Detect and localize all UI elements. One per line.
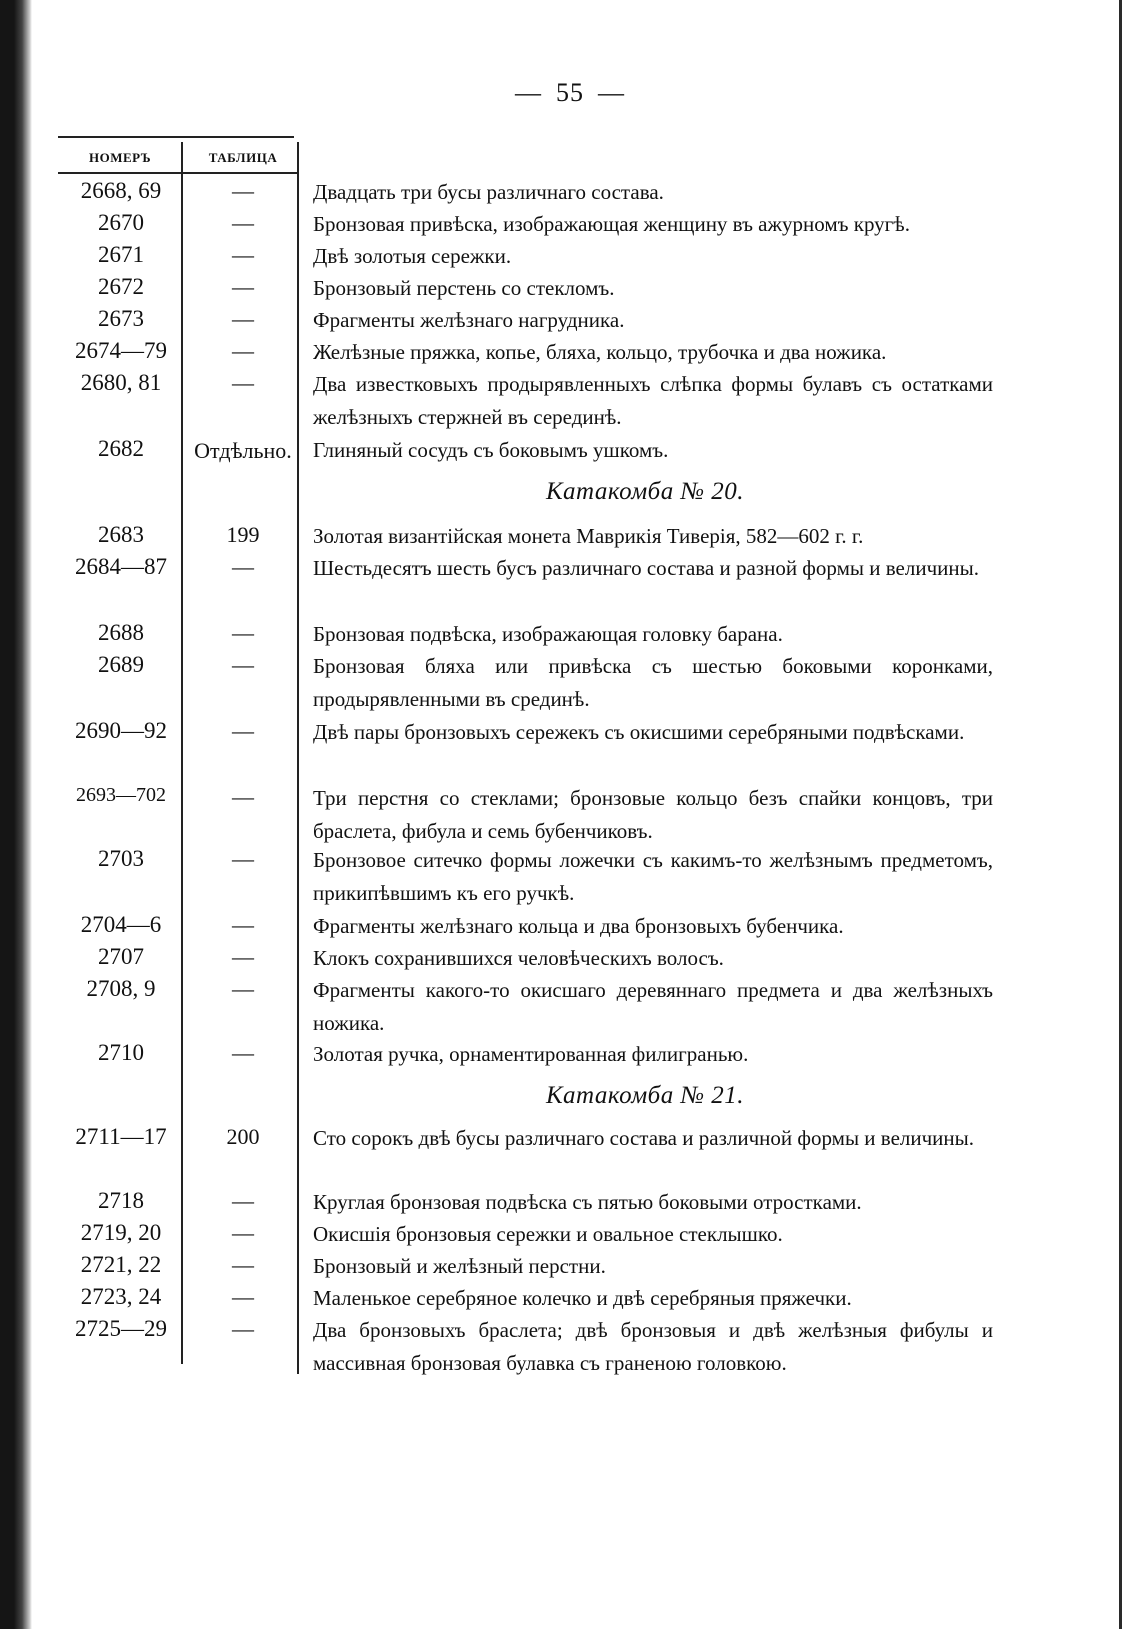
entry-number: 2689 [98,652,144,677]
entry-description: Бронзовое ситечко формы ложечки съ какимъ-то желѣзнымъ предметомъ, прикипѣвшимъ къ его ручкѣ. [313,848,993,905]
entry-description: Шестьдесятъ шесть бусъ различнаго состава и разной формы и величины. [313,556,979,580]
entry-table: — [232,620,254,645]
entry-table: — [232,1284,254,1309]
entry-description: Желѣзные пряжка, копье, бляха, кольцо, трубочка и два ножика. [313,340,887,364]
entry-number: 2684—87 [75,554,167,579]
entry-number: 2674—79 [75,338,167,363]
entry-table: — [232,1188,254,1213]
entry-description: Двадцать три бусы различнаго состава. [313,180,664,204]
folio-dash-left: — [515,78,542,107]
entry-description: Двѣ золотыя сережки. [313,244,512,268]
entry-number: 2680, 81 [80,370,162,395]
entry-table: — [232,178,254,203]
header-table: ТАБЛИЦА [208,150,278,165]
entry-description: Глиняный сосудъ съ боковымъ ушкомъ. [313,438,669,462]
entry-table: — [232,784,254,809]
scan-right-edge [1119,0,1122,1629]
entry-table: — [232,274,254,299]
entry-description: Маленькое серебряное колечко и двѣ серебряныя пряжечки. [313,1286,852,1310]
entry-table: — [232,1252,254,1277]
entry-description: Бронзовая бляха или привѣска съ шестью боковыми коронками, продырявленными въ срединѣ. [313,654,993,711]
entry-number: 2704—6 [80,912,162,937]
entry-number: 2723, 24 [80,1284,162,1309]
entry-description: Круглая бронзовая подвѣска съ пятью боковыми отростками. [313,1190,862,1214]
entry-table: — [232,306,254,331]
entry-number: 2668, 69 [80,178,162,203]
entry-number: 2673 [98,306,144,331]
entry-table: — [232,846,254,871]
entry-number: 2721, 22 [80,1252,162,1277]
entry-number: 2690—92 [75,718,167,743]
entry-number: 2708, 9 [86,976,156,1001]
folio-dash-right: — [598,78,625,107]
entry-table: — [232,338,254,363]
entry-table: — [232,242,254,267]
entry-description: Два известковыхъ продырявленныхъ слѣпка формы булавъ съ остатками желѣзныхъ стержней въ серединѣ. [313,372,993,429]
entry-description: Фрагменты желѣзнаго кольца и два бронзовыхъ бубенчика. [313,914,844,938]
entry-table: — [232,370,254,395]
page-number [0,78,1140,108]
entry-number: 2670 [98,210,144,235]
entry-table: — [232,1040,254,1065]
header-bottom-rule [58,172,298,174]
entry-description: Бронзовый и желѣзный перстни. [313,1254,606,1278]
entry-description: Три перстня со стеклами; бронзовые кольцо безъ спайки концовъ, три браслета, фибула и семь бубенчиковъ. [313,786,993,843]
entry-number: 2671 [98,242,144,267]
entry-description: Клокъ сохранившихся человѣческихъ волосъ. [313,946,724,970]
entry-number: 2710 [98,1040,144,1065]
entry-number: 2707 [98,944,144,969]
scan-left-edge [0,0,32,1629]
entry-number: 2703 [98,846,144,871]
entry-description: Двѣ пары бронзовыхъ сережекъ съ окисшими серебряными подвѣсками. [313,720,965,744]
entry-description: Золотая ручка, орнаментированная филигранью. [313,1042,749,1066]
entry-description: Бронзовый перстень со стекломъ. [313,276,615,300]
header-top-rule [58,136,294,138]
entry-description: Сто сорокъ двѣ бусы различнаго состава и различной формы и величины. [313,1126,975,1150]
entry-description: Фрагменты желѣзнаго нагрудника. [313,308,625,332]
entry-description: Бронзовая привѣска, изображающая женщину въ ажурномъ кругѣ. [313,212,910,236]
entry-number: 2711—17 [75,1124,167,1149]
entry-table: — [232,718,254,743]
entry-number: 2718 [98,1188,144,1213]
entry-table: — [232,912,254,937]
entry-table: — [232,554,254,579]
header-number: НОМЕРЪ [88,150,152,165]
entry-table: — [232,210,254,235]
entry-table: — [232,1220,254,1245]
entry-number: 2672 [98,274,144,299]
entry-description: Бронзовая подвѣска, изображающая головку барана. [313,622,783,646]
entry-number: 2682 [98,436,144,461]
section-title-catacomb-20: Катакомба № 20. [545,478,745,505]
entry-description: Золотая византійская монета Маврикія Тиверія, 582—602 г. г. [313,524,864,548]
entry-table: 199 [226,522,260,547]
entry-number: 2683 [98,522,144,547]
entry-description: Окисшія бронзовыя сережки и овальное стеклышко. [313,1222,783,1246]
entry-number: 2725—29 [75,1316,167,1341]
page-number-value: 55 [556,78,584,107]
entry-description: Фрагменты какого-то окисшаго деревяннаго предмета и два желѣзныхъ ножика. [313,978,993,1035]
entry-table: Отдѣльно. [194,438,292,463]
entry-table: — [232,652,254,677]
section-title-catacomb-21: Катакомба № 21. [545,1082,745,1109]
entry-number: 2693—702 [76,784,166,806]
entry-number: 2719, 20 [80,1220,162,1245]
entry-table: — [232,1316,254,1341]
entry-table: — [232,976,254,1001]
entry-description: Два бронзовыхъ браслета; двѣ бронзовыя и двѣ желѣзныя фибулы и массивная бронзовая булавка съ граненою головкою. [313,1318,993,1375]
entry-table: 200 [226,1124,260,1149]
entry-table: — [232,944,254,969]
entry-number: 2688 [98,620,144,645]
